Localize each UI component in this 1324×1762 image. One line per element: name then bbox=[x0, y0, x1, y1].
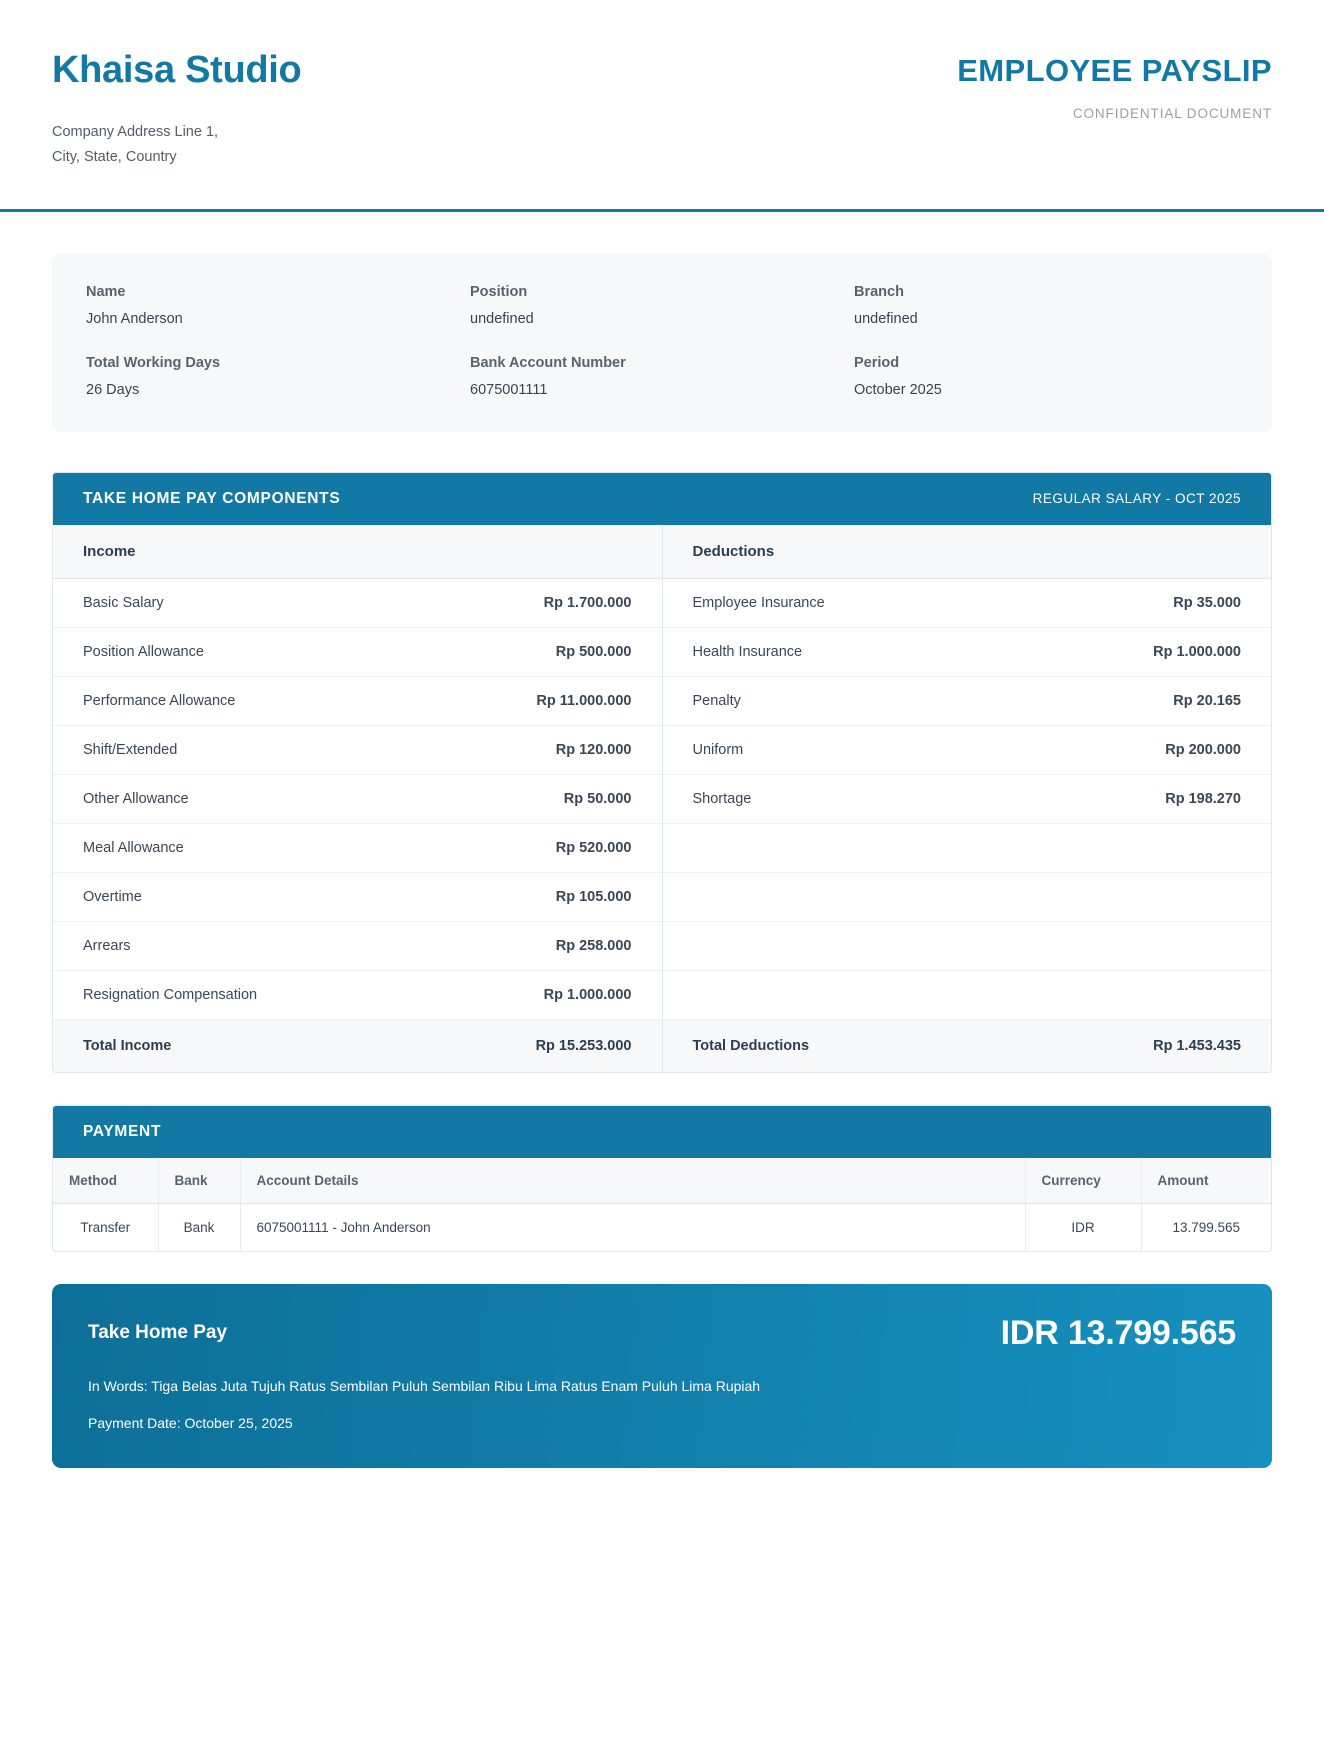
components-header-row bbox=[53, 525, 1271, 579]
info-value: October 2025 bbox=[854, 381, 942, 398]
info-field-bank-account-number bbox=[470, 355, 854, 398]
income-column-header: Income bbox=[53, 525, 662, 579]
info-value: undefined bbox=[470, 310, 534, 327]
info-value: undefined bbox=[854, 310, 918, 327]
payment-amount-value: 13.799.565 bbox=[1172, 1219, 1241, 1235]
info-field-period bbox=[854, 355, 1238, 398]
table-row bbox=[53, 921, 1271, 970]
payment-header-row bbox=[53, 1158, 1271, 1204]
payment-table-head bbox=[53, 1158, 1271, 1204]
income-item-label: Overtime bbox=[53, 872, 358, 921]
deduction-item-empty bbox=[662, 823, 967, 872]
deduction-item-empty-amount bbox=[967, 823, 1272, 872]
table-row bbox=[53, 823, 1271, 872]
total-deductions-amount: Rp 1.453.435 bbox=[967, 1019, 1272, 1072]
table-row bbox=[53, 774, 1271, 823]
deduction-item-label: Uniform bbox=[662, 725, 967, 774]
employee-info-card bbox=[52, 254, 1272, 432]
info-field-position bbox=[470, 284, 854, 327]
table-row bbox=[53, 872, 1271, 921]
info-label: Name bbox=[86, 283, 126, 300]
income-item-amount: Rp 1.700.000 bbox=[358, 578, 663, 627]
deduction-item-amount: Rp 200.000 bbox=[967, 725, 1272, 774]
company-address-line-2: City, State, Country bbox=[52, 149, 177, 166]
deduction-item-amount: Rp 1.000.000 bbox=[967, 627, 1272, 676]
components-title: TAKE HOME PAY COMPONENTS bbox=[83, 489, 341, 507]
income-item-label: Basic Salary bbox=[53, 578, 358, 627]
deduction-item-label: Shortage bbox=[662, 774, 967, 823]
info-label: Period bbox=[854, 354, 900, 371]
income-item-amount: Rp 500.000 bbox=[358, 627, 663, 676]
income-item-label: Resignation Compensation bbox=[53, 970, 358, 1019]
income-item-label: Arrears bbox=[53, 921, 358, 970]
totals-row bbox=[53, 1019, 1271, 1072]
info-label: Branch bbox=[854, 283, 904, 300]
income-item-label: Position Allowance bbox=[53, 627, 358, 676]
table-row bbox=[53, 578, 1271, 627]
info-value: 6075001111 bbox=[470, 381, 548, 398]
income-item-amount: Rp 105.000 bbox=[358, 872, 663, 921]
payment-currency-value: IDR bbox=[1025, 1203, 1141, 1251]
components-table-head bbox=[53, 525, 1271, 579]
info-value: John Anderson bbox=[86, 310, 183, 327]
deduction-item-amount: Rp 20.165 bbox=[967, 676, 1272, 725]
take-home-pay-top bbox=[88, 1314, 1236, 1353]
income-item-label: Performance Allowance bbox=[53, 676, 358, 725]
deduction-item-empty bbox=[662, 970, 967, 1019]
deduction-item-amount: Rp 35.000 bbox=[967, 578, 1272, 627]
income-item-amount: Rp 258.000 bbox=[358, 921, 663, 970]
company-address bbox=[52, 120, 301, 171]
income-item-amount: Rp 120.000 bbox=[358, 725, 663, 774]
header-divider bbox=[0, 209, 1324, 212]
deduction-item-empty-amount bbox=[967, 970, 1272, 1019]
take-home-pay-amount: IDR 13.799.565 bbox=[1000, 1313, 1236, 1352]
deduction-item-empty bbox=[662, 921, 967, 970]
table-row bbox=[53, 1203, 1271, 1251]
components-header-bar bbox=[53, 473, 1271, 525]
payment-bank-value: Bank bbox=[158, 1203, 240, 1251]
deduction-item-empty-amount bbox=[967, 921, 1272, 970]
info-label: Total Working Days bbox=[86, 354, 221, 371]
deduction-item-label: Employee Insurance bbox=[662, 578, 967, 627]
deduction-item-amount: Rp 198.270 bbox=[967, 774, 1272, 823]
take-home-pay-components-card bbox=[52, 472, 1272, 1073]
payment-card bbox=[52, 1105, 1272, 1252]
income-item-label: Meal Allowance bbox=[53, 823, 358, 872]
total-income-label: Total Income bbox=[53, 1019, 358, 1072]
company-address-line-1: Company Address Line 1, bbox=[52, 123, 219, 140]
table-row bbox=[53, 725, 1271, 774]
document-header bbox=[0, 0, 1324, 171]
take-home-pay-in-words: In Words: Tiga Belas Juta Tujuh Ratus Sembilan Puluh Sembilan Ribu Lima Ratus Enam Puluh Lima Rupiah bbox=[88, 1377, 761, 1394]
deduction-item-label: Health Insurance bbox=[662, 627, 967, 676]
payment-col-account-details: Account Details bbox=[240, 1158, 1025, 1204]
payment-table bbox=[53, 1158, 1271, 1251]
payment-header-bar: PAYMENT bbox=[53, 1106, 1271, 1158]
table-row bbox=[53, 970, 1271, 1019]
payment-col-method: Method bbox=[53, 1158, 158, 1204]
components-table-foot bbox=[53, 1019, 1271, 1072]
info-field-total-working-days bbox=[86, 355, 470, 398]
document-title: EMPLOYEE PAYSLIP bbox=[957, 53, 1272, 88]
payment-table-body bbox=[53, 1203, 1271, 1251]
info-label: Position bbox=[470, 283, 528, 300]
payment-col-bank: Bank bbox=[158, 1158, 240, 1204]
components-subtitle: REGULAR SALARY - OCT 2025 bbox=[1032, 491, 1241, 507]
company-block bbox=[52, 44, 301, 171]
total-deductions-label: Total Deductions bbox=[662, 1019, 967, 1072]
info-field-name bbox=[86, 284, 470, 327]
company-name: Khaisa Studio bbox=[52, 49, 302, 91]
payment-account-details-value: 6075001111 - John Anderson bbox=[240, 1203, 1025, 1251]
take-home-pay-label: Take Home Pay bbox=[88, 1322, 228, 1344]
income-item-label: Shift/Extended bbox=[53, 725, 358, 774]
payment-col-amount: Amount bbox=[1141, 1158, 1271, 1204]
table-row bbox=[53, 676, 1271, 725]
info-field-branch bbox=[854, 284, 1238, 327]
info-value: 26 Days bbox=[86, 381, 140, 398]
deductions-column-header: Deductions bbox=[662, 525, 1271, 579]
payment-col-currency: Currency bbox=[1025, 1158, 1141, 1204]
income-item-label: Other Allowance bbox=[53, 774, 358, 823]
components-table-body bbox=[53, 578, 1271, 1019]
components-table bbox=[53, 525, 1271, 1072]
income-item-amount: Rp 11.000.000 bbox=[358, 676, 663, 725]
info-label: Bank Account Number bbox=[470, 354, 626, 371]
document-confidential-note: CONFIDENTIAL DOCUMENT bbox=[1072, 106, 1272, 122]
take-home-pay-summary bbox=[52, 1284, 1272, 1468]
deduction-item-label: Penalty bbox=[662, 676, 967, 725]
title-block bbox=[957, 44, 1272, 121]
deduction-item-empty bbox=[662, 872, 967, 921]
payment-method-value: Transfer bbox=[53, 1203, 158, 1251]
table-row bbox=[53, 627, 1271, 676]
deduction-item-empty-amount bbox=[967, 872, 1272, 921]
employee-info-grid bbox=[86, 284, 1238, 398]
total-income-amount: Rp 15.253.000 bbox=[358, 1019, 663, 1072]
take-home-pay-payment-date: Payment Date: October 25, 2025 bbox=[88, 1415, 293, 1432]
income-item-amount: Rp 1.000.000 bbox=[358, 970, 663, 1019]
income-item-amount: Rp 520.000 bbox=[358, 823, 663, 872]
income-item-amount: Rp 50.000 bbox=[358, 774, 663, 823]
